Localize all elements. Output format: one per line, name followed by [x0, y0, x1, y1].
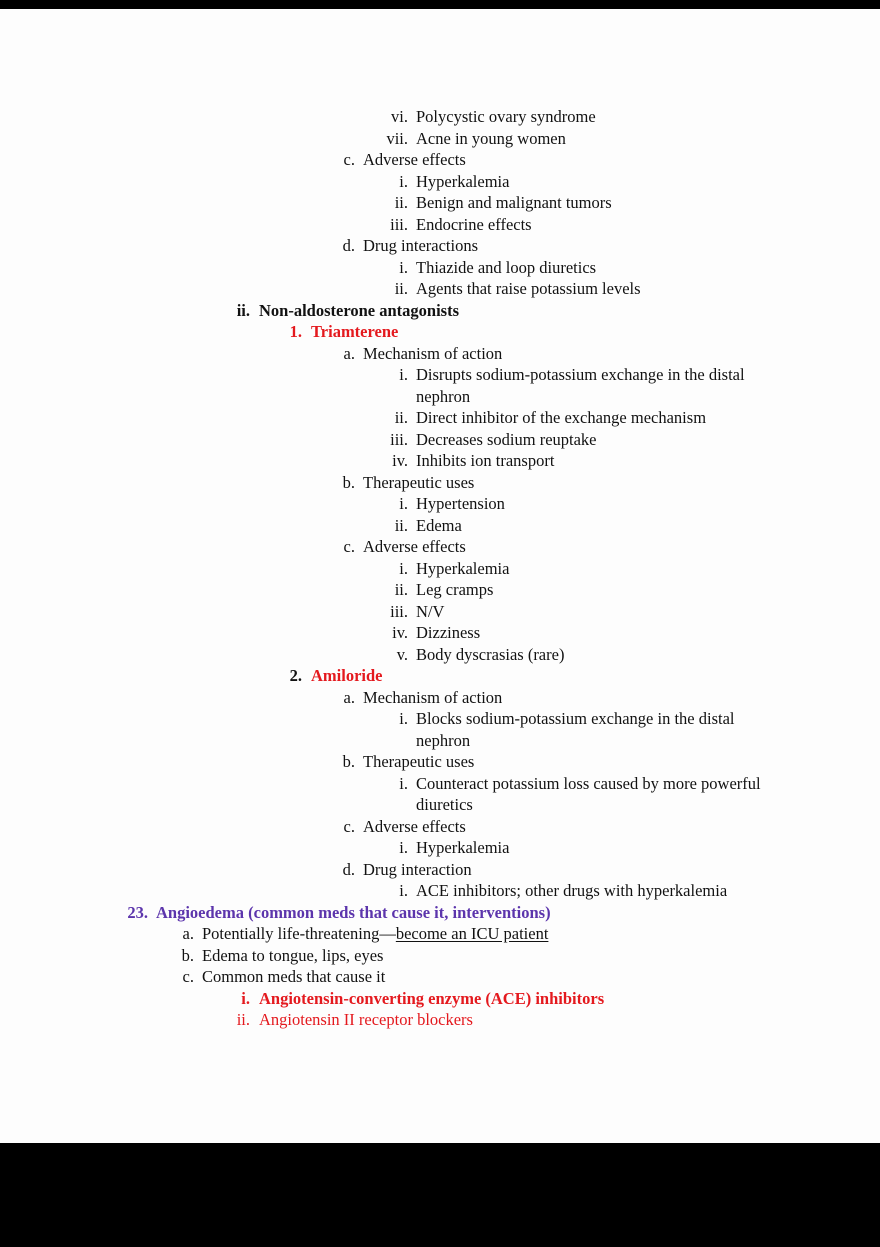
outline-item-text: Therapeutic uses	[363, 472, 475, 492]
outline-item-text: Leg cramps	[416, 580, 494, 599]
list-marker: b.	[342, 472, 355, 492]
outline-item	[0, 1009, 880, 1031]
outline-item-text: Drug interactions	[363, 236, 479, 255]
outline-item-text: Angiotensin II receptor blockers	[259, 1010, 473, 1029]
list-marker: i.	[399, 709, 408, 728]
outline-item	[0, 837, 880, 859]
outline-item-text: Angioedema (common meds that cause it, interventions)	[156, 902, 551, 922]
outline-item	[0, 214, 880, 236]
outline-item-text: Hyperkalemia	[416, 838, 510, 857]
outline-item-text: Direct inhibitor of the exchange mechanism	[416, 408, 707, 427]
outline-item-text: Mechanism of action	[363, 343, 503, 363]
outline-item	[0, 773, 880, 795]
outline-item	[0, 192, 880, 214]
outline-item-text: diuretics	[416, 795, 473, 814]
outline-item	[0, 407, 880, 429]
outline-item	[0, 601, 880, 623]
list-marker: iii.	[390, 214, 408, 234]
outline-item-text: Hyperkalemia	[416, 558, 510, 578]
outline-item-text: Adverse effects	[363, 816, 466, 836]
list-marker: i.	[399, 773, 408, 793]
list-marker: iv.	[392, 623, 408, 642]
outline-item-text: nephron	[416, 730, 471, 750]
outline-item-text: Agents that raise potassium levels	[416, 279, 641, 298]
outline-item	[0, 558, 880, 580]
outline-item-text: Triamterene	[311, 322, 399, 341]
list-marker: vii.	[386, 128, 408, 148]
outline-item	[0, 106, 880, 128]
outline-item-text: Benign and malignant tumors	[416, 193, 612, 212]
outline-item-text: Decreases sodium reuptake	[416, 429, 597, 449]
outline-item-text: Polycystic ovary syndrome	[416, 107, 596, 126]
list-marker: b.	[342, 752, 355, 771]
list-marker: i.	[241, 988, 250, 1008]
outline-content	[0, 106, 880, 1031]
outline-item	[0, 708, 880, 730]
list-marker: i.	[399, 257, 408, 277]
list-marker: c.	[343, 816, 355, 836]
outline-item	[0, 859, 880, 881]
list-marker: iv.	[392, 451, 408, 470]
outline-item-text: Inhibits ion transport	[416, 451, 555, 470]
list-marker: ii.	[394, 193, 408, 212]
list-marker: iii.	[390, 429, 408, 449]
list-marker: ii.	[394, 580, 408, 599]
list-marker: a.	[343, 687, 355, 707]
list-marker: i.	[399, 881, 408, 900]
outline-item-text: Drug interaction	[363, 859, 472, 879]
list-marker: a.	[343, 343, 355, 363]
outline-item	[0, 945, 880, 967]
outline-item	[0, 751, 880, 773]
outline-item-text: Hyperkalemia	[416, 171, 510, 191]
outline-item	[0, 171, 880, 193]
outline-item	[0, 321, 880, 343]
underlined-text: become an ICU patient	[395, 924, 549, 943]
outline-item-text: Acne in young women	[416, 128, 566, 148]
outline-item	[0, 364, 880, 386]
outline-item	[0, 235, 880, 257]
outline-item	[0, 536, 880, 558]
outline-item-continuation	[0, 794, 880, 816]
outline-item-text: Edema to tongue, lips, eyes	[202, 945, 384, 965]
outline-item	[0, 622, 880, 644]
outline-item	[0, 923, 880, 945]
list-marker: ii.	[394, 408, 408, 427]
list-marker: a.	[182, 924, 194, 943]
list-marker: 23.	[127, 902, 148, 922]
list-marker: vi.	[391, 107, 408, 126]
list-marker: 2.	[289, 666, 302, 685]
outline-item	[0, 644, 880, 666]
outline-item-text: Dizziness	[416, 623, 481, 642]
outline-item-continuation	[0, 730, 880, 752]
outline-item-text: Amiloride	[311, 666, 383, 685]
outline-item-text: Angiotensin-converting enzyme (ACE) inhibitors	[259, 988, 605, 1008]
outline-item	[0, 880, 880, 902]
outline-item-text: Therapeutic uses	[363, 752, 475, 771]
outline-item	[0, 300, 880, 322]
outline-item-text: Blocks sodium-potassium exchange in the distal	[416, 709, 735, 728]
list-marker: i.	[399, 494, 408, 513]
document-page	[0, 9, 880, 1143]
outline-item-text: Body dyscrasias (rare)	[416, 644, 565, 664]
outline-item	[0, 450, 880, 472]
outline-item	[0, 515, 880, 537]
list-marker: i.	[399, 838, 408, 857]
outline-item-text: Common meds that cause it	[202, 967, 386, 986]
list-marker: c.	[343, 150, 355, 169]
list-marker: i.	[399, 171, 408, 191]
outline-item	[0, 278, 880, 300]
outline-item-continuation	[0, 386, 880, 408]
outline-item-text: Edema	[416, 515, 462, 535]
outline-item	[0, 128, 880, 150]
outline-item	[0, 493, 880, 515]
outline-item-text: nephron	[416, 386, 471, 406]
list-marker: c.	[182, 967, 194, 986]
outline-item-text: Mechanism of action	[363, 687, 503, 707]
list-marker: v.	[396, 644, 408, 664]
outline-item	[0, 257, 880, 279]
outline-item	[0, 687, 880, 709]
outline-item-text: Endocrine effects	[416, 214, 532, 234]
outline-item	[0, 149, 880, 171]
outline-item-text: Potentially life-threatening—become an ICU patient	[202, 924, 549, 943]
list-marker: i.	[399, 365, 408, 384]
list-marker: d.	[342, 859, 355, 879]
outline-item	[0, 966, 880, 988]
list-marker: 1.	[289, 322, 302, 341]
list-marker: i.	[399, 558, 408, 578]
outline-item	[0, 902, 880, 924]
outline-item-text: Adverse effects	[363, 537, 466, 556]
outline-item	[0, 429, 880, 451]
outline-item-text: Counteract potassium loss caused by more powerful	[416, 773, 761, 793]
outline-item	[0, 343, 880, 365]
list-marker: iii.	[390, 601, 408, 621]
list-marker: c.	[343, 537, 355, 556]
outline-item	[0, 472, 880, 494]
list-marker: ii.	[394, 279, 408, 298]
outline-item	[0, 665, 880, 687]
outline-item-text: Hypertension	[416, 494, 505, 513]
list-marker: b.	[181, 945, 194, 965]
list-marker: ii.	[394, 515, 408, 535]
outline-item-text: Adverse effects	[363, 150, 466, 169]
list-marker: ii.	[236, 300, 250, 320]
outline-item-text: Disrupts sodium-potassium exchange in the distal	[416, 365, 745, 384]
outline-item-text: ACE inhibitors; other drugs with hyperkalemia	[416, 881, 728, 900]
list-marker: d.	[342, 236, 355, 255]
outline-item	[0, 988, 880, 1010]
outline-item-text: N/V	[416, 601, 445, 621]
list-marker: ii.	[236, 1010, 250, 1029]
outline-item-text: Thiazide and loop diuretics	[416, 257, 597, 277]
outline-item	[0, 579, 880, 601]
outline-item-text: Non-aldosterone antagonists	[259, 300, 460, 320]
outline-item	[0, 816, 880, 838]
